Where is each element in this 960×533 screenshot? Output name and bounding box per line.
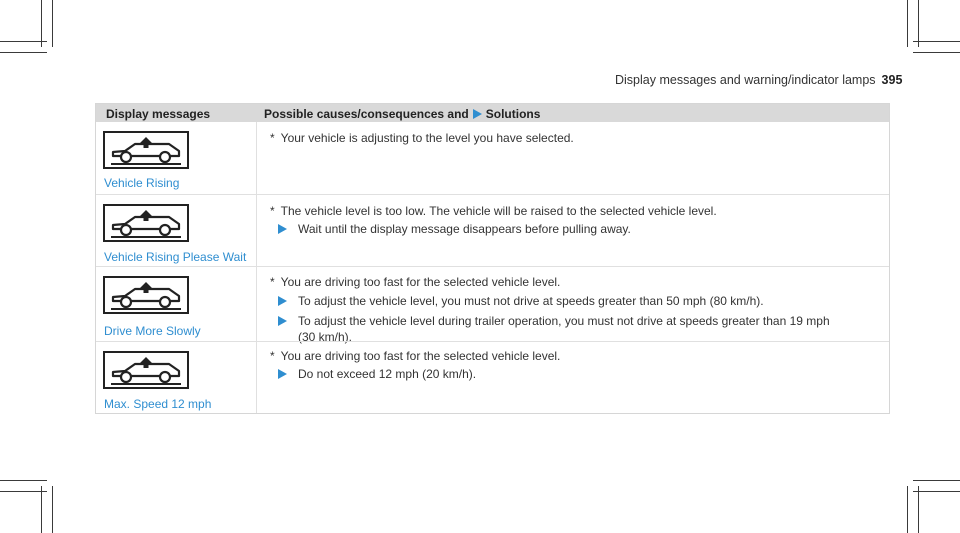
solution-step: To adjust the vehicle level during trailer operation, you must not drive at speeds greater than 19 mph (30 km/h). (276, 313, 836, 345)
crop-mark (918, 0, 919, 47)
play-triangle-icon (278, 224, 287, 234)
table-row (96, 194, 889, 267)
display-message-label: Drive More Slowly (104, 324, 201, 338)
table-row (96, 266, 889, 342)
vehicle-rising-icon (103, 351, 189, 389)
table-row (96, 341, 889, 414)
solution-step: To adjust the vehicle level, you must not drive at speeds greater than 50 mph (80 km/h). (276, 293, 836, 309)
column-header-causes-prefix: Possible causes/consequences and (264, 107, 469, 121)
crop-mark (0, 52, 47, 53)
column-header-display: Display messages (106, 107, 211, 121)
crop-mark (913, 480, 960, 481)
crop-mark (0, 41, 47, 42)
solution-step: Wait until the display message disappears before pulling away. (276, 221, 836, 237)
table-header (96, 104, 889, 122)
vehicle-rising-icon (103, 204, 189, 242)
cause-text: * Your vehicle is adjusting to the level you have selected. (270, 131, 574, 145)
crop-mark (918, 486, 919, 533)
crop-mark (0, 480, 47, 481)
crop-mark (0, 491, 47, 492)
solution-step: Do not exceed 12 mph (20 km/h). (276, 366, 836, 382)
crop-mark (41, 0, 42, 47)
messages-table (95, 103, 890, 414)
display-message-label: Max. Speed 12 mph (104, 397, 212, 411)
vehicle-rising-icon (103, 131, 189, 169)
crop-mark (41, 486, 42, 533)
crop-mark (913, 41, 960, 42)
crop-mark (913, 52, 960, 53)
cause-text: * You are driving too fast for the selected vehicle level. (270, 349, 561, 363)
table-row (96, 122, 889, 194)
crop-mark (52, 0, 53, 47)
column-header-causes-suffix: Solutions (485, 107, 541, 121)
column-header-causes (264, 107, 540, 121)
play-triangle-icon (278, 316, 287, 326)
crop-mark (913, 491, 960, 492)
section-title: Display messages and warning/indicator lamps (615, 73, 876, 87)
play-triangle-icon (278, 369, 287, 379)
crop-mark (907, 486, 908, 533)
page-number: 395 (881, 73, 903, 87)
page-header (615, 73, 903, 87)
cause-text: * You are driving too fast for the selected vehicle level. (270, 275, 561, 289)
play-triangle-icon (473, 109, 482, 119)
display-message-label: Vehicle Rising Please Wait (104, 250, 247, 264)
crop-mark (52, 486, 53, 533)
vehicle-rising-icon (103, 276, 189, 314)
cause-text: * The vehicle level is too low. The vehicle will be raised to the selected vehicle level. (270, 204, 717, 218)
play-triangle-icon (278, 296, 287, 306)
display-message-label: Vehicle Rising (104, 176, 180, 190)
crop-mark (907, 0, 908, 47)
